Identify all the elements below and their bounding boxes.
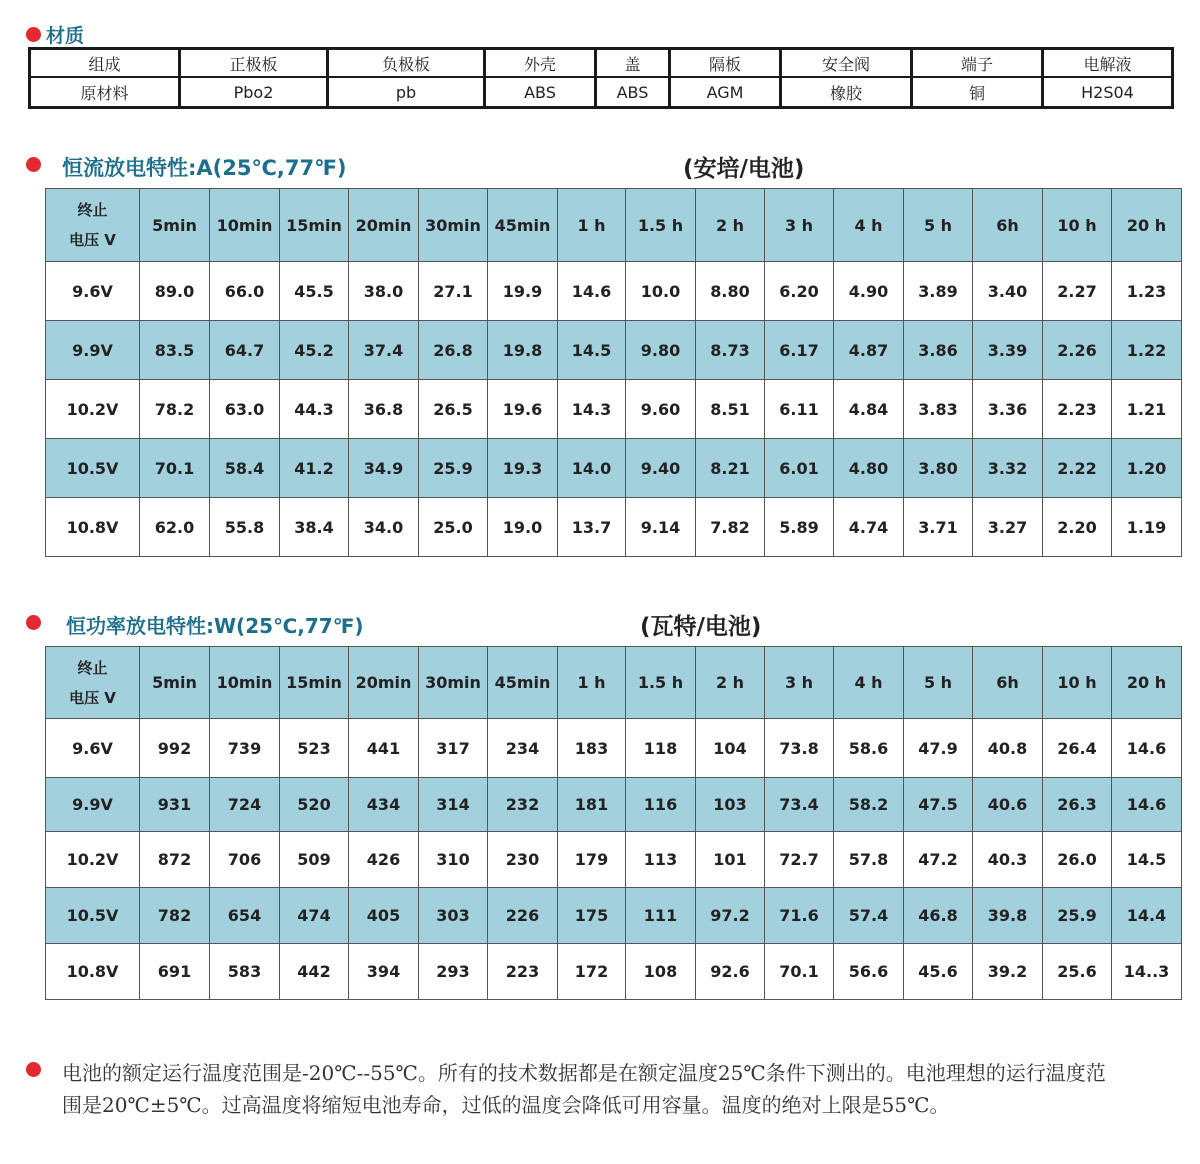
duration-header-cell: 5min bbox=[140, 647, 210, 719]
value-cell: 931 bbox=[140, 778, 210, 832]
duration-header-cell: 2 h bbox=[696, 647, 765, 719]
value-cell: 19.6 bbox=[488, 380, 558, 439]
value-cell: 108 bbox=[626, 944, 696, 1000]
materials-header-cell: 隔板 bbox=[671, 50, 782, 78]
value-cell: 2.22 bbox=[1043, 439, 1112, 498]
duration-header-cell: 6h bbox=[973, 647, 1043, 719]
corner-header-line: 终止 bbox=[77, 658, 108, 677]
table-row bbox=[46, 832, 1182, 888]
power-table-unit: (瓦特/电池) bbox=[640, 614, 762, 640]
value-cell: 4.87 bbox=[834, 321, 904, 380]
value-cell: 73.4 bbox=[765, 778, 834, 832]
duration-header-cell: 4 h bbox=[834, 189, 904, 262]
bullet-icon bbox=[26, 27, 41, 42]
value-cell: 992 bbox=[140, 719, 210, 778]
materials-header-cell: 盖 bbox=[597, 50, 671, 78]
value-cell: 14.6 bbox=[1112, 719, 1182, 778]
value-cell: 97.2 bbox=[696, 888, 765, 944]
value-cell: 56.6 bbox=[834, 944, 904, 1000]
duration-header-cell: 2 h bbox=[696, 189, 765, 262]
table-row bbox=[46, 439, 1182, 498]
materials-header-cell: 组成 bbox=[31, 50, 181, 78]
value-cell: 434 bbox=[349, 778, 419, 832]
voltage-label-cell: 10.5V bbox=[46, 439, 140, 498]
value-cell: 25.9 bbox=[1043, 888, 1112, 944]
table-row bbox=[46, 380, 1182, 439]
value-cell: 226 bbox=[488, 888, 558, 944]
value-cell: 739 bbox=[210, 719, 280, 778]
value-cell: 25.6 bbox=[1043, 944, 1112, 1000]
value-cell: 47.5 bbox=[904, 778, 973, 832]
value-cell: 8.80 bbox=[696, 262, 765, 321]
materials-value-cell: H2S04 bbox=[1081, 82, 1134, 102]
value-cell: 4.74 bbox=[834, 498, 904, 557]
duration-header-cell: 1.5 h bbox=[626, 647, 696, 719]
voltage-label-cell: 9.9V bbox=[46, 321, 140, 380]
value-cell: 9.80 bbox=[626, 321, 696, 380]
value-cell: 103 bbox=[696, 778, 765, 832]
duration-header-cell: 5 h bbox=[904, 647, 973, 719]
value-cell: 26.8 bbox=[419, 321, 488, 380]
value-cell: 40.6 bbox=[973, 778, 1043, 832]
value-cell: 3.27 bbox=[973, 498, 1043, 557]
value-cell: 2.27 bbox=[1043, 262, 1112, 321]
table-header-row bbox=[46, 189, 1182, 262]
value-cell: 14.3 bbox=[558, 380, 626, 439]
value-cell: 1.23 bbox=[1112, 262, 1182, 321]
value-cell: 58.6 bbox=[834, 719, 904, 778]
duration-header-cell: 3 h bbox=[765, 647, 834, 719]
value-cell: 872 bbox=[140, 832, 210, 888]
materials-title: 材质 bbox=[46, 25, 85, 47]
value-cell: 442 bbox=[280, 944, 349, 1000]
materials-value-cell: Pbo2 bbox=[181, 78, 329, 106]
table-row bbox=[46, 944, 1182, 1000]
value-cell: 40.8 bbox=[973, 719, 1043, 778]
value-cell: 78.2 bbox=[140, 380, 210, 439]
value-cell: 1.21 bbox=[1112, 380, 1182, 439]
value-cell: 314 bbox=[419, 778, 488, 832]
value-cell: 2.26 bbox=[1043, 321, 1112, 380]
value-cell: 183 bbox=[558, 719, 626, 778]
current-table-unit: (安培/电池) bbox=[683, 156, 805, 182]
power-table-title: 恒功率放电特性:W(25℃,77℉) bbox=[66, 614, 364, 638]
value-cell: 83.5 bbox=[140, 321, 210, 380]
value-cell: 181 bbox=[558, 778, 626, 832]
value-cell: 14.4 bbox=[1112, 888, 1182, 944]
materials-header-cell: 正极板 bbox=[181, 50, 329, 78]
corner-header-line: 电压 V bbox=[69, 688, 116, 707]
voltage-label-cell: 10.8V bbox=[46, 944, 140, 1000]
duration-header-cell: 5 h bbox=[904, 189, 973, 262]
value-cell: 70.1 bbox=[765, 944, 834, 1000]
duration-header-cell: 20 h bbox=[1112, 647, 1182, 719]
value-cell: 113 bbox=[626, 832, 696, 888]
value-cell: 10.0 bbox=[626, 262, 696, 321]
value-cell: 523 bbox=[280, 719, 349, 778]
duration-header-cell: 5min bbox=[140, 189, 210, 262]
value-cell: 6.11 bbox=[765, 380, 834, 439]
duration-header-cell: 1 h bbox=[558, 189, 626, 262]
materials-value-cell: 橡胶 bbox=[782, 78, 913, 106]
value-cell: 39.8 bbox=[973, 888, 1043, 944]
value-cell: 441 bbox=[349, 719, 419, 778]
value-cell: 118 bbox=[626, 719, 696, 778]
current-discharge-table bbox=[45, 188, 1182, 557]
materials-header-cell: 端子 bbox=[913, 50, 1044, 78]
current-table-title: 恒流放电特性:A(25℃,77℉) bbox=[62, 156, 347, 180]
value-cell: 230 bbox=[488, 832, 558, 888]
corner-header-line: 终止 bbox=[77, 201, 108, 219]
duration-header-cell: 20min bbox=[349, 189, 419, 262]
value-cell: 72.7 bbox=[765, 832, 834, 888]
value-cell: 6.20 bbox=[765, 262, 834, 321]
value-cell: 4.90 bbox=[834, 262, 904, 321]
value-cell: 41.2 bbox=[280, 439, 349, 498]
value-cell: 38.4 bbox=[280, 498, 349, 557]
value-cell: 58.4 bbox=[210, 439, 280, 498]
value-cell: 9.14 bbox=[626, 498, 696, 557]
value-cell: 223 bbox=[488, 944, 558, 1000]
duration-header-cell: 3 h bbox=[765, 189, 834, 262]
value-cell: 1.20 bbox=[1112, 439, 1182, 498]
value-cell: 3.86 bbox=[904, 321, 973, 380]
value-cell: 293 bbox=[419, 944, 488, 1000]
value-cell: 317 bbox=[419, 719, 488, 778]
table-row bbox=[46, 321, 1182, 380]
table-row bbox=[46, 262, 1182, 321]
materials-value-cell: pb bbox=[329, 78, 486, 106]
value-cell: 47.9 bbox=[904, 719, 973, 778]
value-cell: 179 bbox=[558, 832, 626, 888]
value-cell: 724 bbox=[210, 778, 280, 832]
bullet-icon bbox=[26, 157, 41, 172]
value-cell: 58.2 bbox=[834, 778, 904, 832]
voltage-label-cell: 9.6V bbox=[46, 262, 140, 321]
value-cell: 3.36 bbox=[973, 380, 1043, 439]
value-cell: 19.9 bbox=[488, 262, 558, 321]
value-cell: 34.9 bbox=[349, 439, 419, 498]
value-cell: 405 bbox=[349, 888, 419, 944]
value-cell: 46.8 bbox=[904, 888, 973, 944]
value-cell: 3.89 bbox=[904, 262, 973, 321]
value-cell: 64.7 bbox=[210, 321, 280, 380]
materials-value-cell: ABS bbox=[486, 78, 597, 106]
value-cell: 47.2 bbox=[904, 832, 973, 888]
value-cell: 25.0 bbox=[419, 498, 488, 557]
value-cell: 111 bbox=[626, 888, 696, 944]
value-cell: 19.0 bbox=[488, 498, 558, 557]
value-cell: 3.83 bbox=[904, 380, 973, 439]
value-cell: 71.6 bbox=[765, 888, 834, 944]
materials-value-cell: ABS bbox=[597, 78, 671, 106]
value-cell: 14.0 bbox=[558, 439, 626, 498]
value-cell: 175 bbox=[558, 888, 626, 944]
bullet-icon bbox=[26, 1062, 41, 1077]
value-cell: 6.01 bbox=[765, 439, 834, 498]
table-row bbox=[46, 719, 1182, 778]
value-cell: 232 bbox=[488, 778, 558, 832]
materials-header-cell: 外壳 bbox=[486, 50, 597, 78]
materials-value-cell: 铜 bbox=[913, 78, 1044, 106]
value-cell: 36.8 bbox=[349, 380, 419, 439]
voltage-label-cell: 10.5V bbox=[46, 888, 140, 944]
value-cell: 6.17 bbox=[765, 321, 834, 380]
value-cell: 40.3 bbox=[973, 832, 1043, 888]
table-header-row bbox=[46, 647, 1182, 719]
value-cell: 8.73 bbox=[696, 321, 765, 380]
duration-header-cell: 30min bbox=[419, 647, 488, 719]
value-cell: 310 bbox=[419, 832, 488, 888]
duration-header-cell: 15min bbox=[280, 647, 349, 719]
value-cell: 116 bbox=[626, 778, 696, 832]
corner-header-cell bbox=[46, 189, 140, 262]
value-cell: 426 bbox=[349, 832, 419, 888]
value-cell: 172 bbox=[558, 944, 626, 1000]
duration-header-cell: 10min bbox=[210, 647, 280, 719]
value-cell: 57.8 bbox=[834, 832, 904, 888]
materials-header-cell: 电解液 bbox=[1044, 50, 1171, 78]
value-cell: 14.5 bbox=[558, 321, 626, 380]
value-cell: 57.4 bbox=[834, 888, 904, 944]
value-cell: 70.1 bbox=[140, 439, 210, 498]
corner-header-line: 电压 V bbox=[69, 231, 116, 249]
value-cell: 1.22 bbox=[1112, 321, 1182, 380]
voltage-label-cell: 9.6V bbox=[46, 719, 140, 778]
value-cell: 39.2 bbox=[973, 944, 1043, 1000]
value-cell: 706 bbox=[210, 832, 280, 888]
value-cell: 303 bbox=[419, 888, 488, 944]
duration-header-cell: 10min bbox=[210, 189, 280, 262]
value-cell: 44.3 bbox=[280, 380, 349, 439]
duration-header-cell: 20min bbox=[349, 647, 419, 719]
value-cell: 7.82 bbox=[696, 498, 765, 557]
power-discharge-table bbox=[45, 646, 1182, 1000]
duration-header-cell: 30min bbox=[419, 189, 488, 262]
value-cell: 26.0 bbox=[1043, 832, 1112, 888]
materials-value-cell: 原材料 bbox=[31, 78, 181, 106]
value-cell: 14.5 bbox=[1112, 832, 1182, 888]
value-cell: 4.84 bbox=[834, 380, 904, 439]
materials-header-cell: 负极板 bbox=[329, 50, 486, 78]
value-cell: 691 bbox=[140, 944, 210, 1000]
value-cell: 394 bbox=[349, 944, 419, 1000]
value-cell: 63.0 bbox=[210, 380, 280, 439]
value-cell: 19.8 bbox=[488, 321, 558, 380]
duration-header-cell: 45min bbox=[488, 647, 558, 719]
voltage-label-cell: 10.8V bbox=[46, 498, 140, 557]
value-cell: 9.60 bbox=[626, 380, 696, 439]
value-cell: 66.0 bbox=[210, 262, 280, 321]
materials-header-cell: 安全阀 bbox=[782, 50, 913, 78]
value-cell: 14.6 bbox=[1112, 778, 1182, 832]
value-cell: 2.20 bbox=[1043, 498, 1112, 557]
duration-header-cell: 15min bbox=[280, 189, 349, 262]
value-cell: 654 bbox=[210, 888, 280, 944]
value-cell: 3.40 bbox=[973, 262, 1043, 321]
duration-header-cell: 20 h bbox=[1112, 189, 1182, 262]
value-cell: 782 bbox=[140, 888, 210, 944]
value-cell: 474 bbox=[280, 888, 349, 944]
voltage-label-cell: 10.2V bbox=[46, 832, 140, 888]
duration-header-cell: 45min bbox=[488, 189, 558, 262]
value-cell: 92.6 bbox=[696, 944, 765, 1000]
voltage-label-cell: 10.2V bbox=[46, 380, 140, 439]
temperature-note: 电池的额定运行温度范围是-20℃--55℃。所有的技术数据都是在额定温度25℃条件下测出的。电池理想的运行温度范围是20℃±5℃。过高温度将缩短电池寿命，过低的温度会降低可用容量。温度的绝对上限是55℃。 bbox=[62, 1061, 1106, 1117]
table-row bbox=[46, 888, 1182, 944]
value-cell: 3.32 bbox=[973, 439, 1043, 498]
value-cell: 45.6 bbox=[904, 944, 973, 1000]
value-cell: 38.0 bbox=[349, 262, 419, 321]
value-cell: 89.0 bbox=[140, 262, 210, 321]
value-cell: 3.71 bbox=[904, 498, 973, 557]
value-cell: 14.6 bbox=[558, 262, 626, 321]
corner-header-cell bbox=[46, 647, 140, 719]
value-cell: 55.8 bbox=[210, 498, 280, 557]
value-cell: 27.1 bbox=[419, 262, 488, 321]
value-cell: 26.5 bbox=[419, 380, 488, 439]
value-cell: 104 bbox=[696, 719, 765, 778]
value-cell: 509 bbox=[280, 832, 349, 888]
value-cell: 4.80 bbox=[834, 439, 904, 498]
value-cell: 26.4 bbox=[1043, 719, 1112, 778]
value-cell: 37.4 bbox=[349, 321, 419, 380]
value-cell: 8.51 bbox=[696, 380, 765, 439]
value-cell: 234 bbox=[488, 719, 558, 778]
duration-header-cell: 4 h bbox=[834, 647, 904, 719]
value-cell: 3.80 bbox=[904, 439, 973, 498]
value-cell: 8.21 bbox=[696, 439, 765, 498]
bullet-icon bbox=[26, 615, 41, 630]
value-cell: 34.0 bbox=[349, 498, 419, 557]
value-cell: 583 bbox=[210, 944, 280, 1000]
value-cell: 14..3 bbox=[1112, 944, 1182, 1000]
duration-header-cell: 1 h bbox=[558, 647, 626, 719]
voltage-label-cell: 9.9V bbox=[46, 778, 140, 832]
value-cell: 62.0 bbox=[140, 498, 210, 557]
value-cell: 520 bbox=[280, 778, 349, 832]
materials-value-cell: AGM bbox=[671, 78, 782, 106]
value-cell: 26.3 bbox=[1043, 778, 1112, 832]
value-cell: 2.23 bbox=[1043, 380, 1112, 439]
value-cell: 9.40 bbox=[626, 439, 696, 498]
value-cell: 13.7 bbox=[558, 498, 626, 557]
value-cell: 3.39 bbox=[973, 321, 1043, 380]
duration-header-cell: 6h bbox=[973, 189, 1043, 262]
materials-table bbox=[28, 47, 1174, 109]
duration-header-cell: 1.5 h bbox=[626, 189, 696, 262]
table-row bbox=[46, 778, 1182, 832]
table-row bbox=[46, 498, 1182, 557]
value-cell: 1.19 bbox=[1112, 498, 1182, 557]
value-cell: 19.3 bbox=[488, 439, 558, 498]
duration-header-cell: 10 h bbox=[1043, 647, 1112, 719]
value-cell: 101 bbox=[696, 832, 765, 888]
value-cell: 5.89 bbox=[765, 498, 834, 557]
duration-header-cell: 10 h bbox=[1043, 189, 1112, 262]
value-cell: 45.2 bbox=[280, 321, 349, 380]
value-cell: 45.5 bbox=[280, 262, 349, 321]
value-cell: 25.9 bbox=[419, 439, 488, 498]
value-cell: 73.8 bbox=[765, 719, 834, 778]
